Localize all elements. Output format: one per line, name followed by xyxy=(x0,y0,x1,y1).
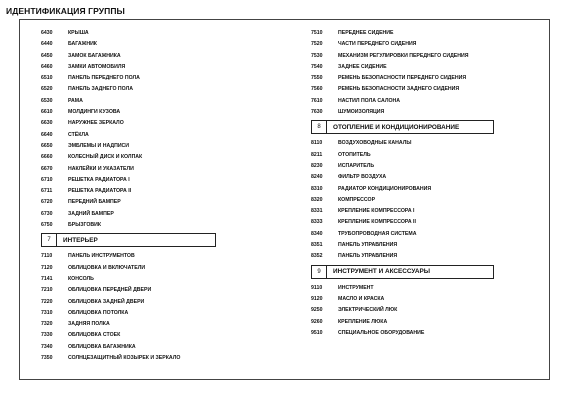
group-code: 7310 xyxy=(41,309,53,316)
group-label: ЗАДНИЙ БАМПЕР xyxy=(68,210,114,217)
group-code: 9510 xyxy=(311,329,323,336)
group-label: РЕШЕТКА РАДИАТОРА II xyxy=(68,188,132,195)
group-code: 9110 xyxy=(311,284,323,291)
group-row xyxy=(41,263,281,274)
group-label: ПЕРЕДНИЙ БАМПЕР xyxy=(68,199,121,206)
group-row xyxy=(41,118,281,129)
group-row xyxy=(41,84,281,95)
group-label: ПАНЕЛЬ УПРАВЛЕНИЯ xyxy=(338,253,398,260)
section-header-interior xyxy=(41,233,216,247)
group-row xyxy=(41,39,281,50)
group-row xyxy=(41,107,281,118)
group-label: ПАНЕЛЬ УПРАВЛЕНИЯ xyxy=(338,242,398,249)
group-code: 6510 xyxy=(41,75,53,82)
group-label: ВОЗДУХОВОДНЫЕ КАНАЛЫ xyxy=(338,140,412,147)
group-row xyxy=(41,285,281,296)
group-label: ШУМОИЗОЛЯЦИЯ xyxy=(338,109,385,116)
group-label: РЕМЕНЬ БЕЗОПАСНОСТИ ПЕРЕДНЕГО СИДЕНИЯ xyxy=(338,75,467,82)
group-code: 6630 xyxy=(41,120,53,127)
group-row xyxy=(41,319,281,330)
group-label: БАГАЖНИК xyxy=(68,41,97,48)
group-code: 7210 xyxy=(41,287,53,294)
group-code: 7120 xyxy=(41,264,53,271)
group-code: 6520 xyxy=(41,86,53,93)
group-code: 6430 xyxy=(41,30,53,36)
group-code: 7220 xyxy=(41,298,53,305)
group-label: ЗАДНЕЕ СИДЕНИЕ xyxy=(338,63,387,70)
group-label: ИНСТРУМЕНТ xyxy=(338,284,374,291)
group-code: 8310 xyxy=(311,185,323,192)
group-label: КРЫША xyxy=(68,30,89,36)
group-label: МОЛДИНГИ КУЗОВА xyxy=(68,109,121,116)
group-code: 6711 xyxy=(41,188,53,195)
group-code: 6670 xyxy=(41,165,53,172)
group-code: 8351 xyxy=(311,242,323,249)
group-label: ОБЛИЦОВКА СТОЕК xyxy=(68,332,121,339)
group-label: РАМА xyxy=(68,97,83,104)
group-label: ОТОПИТЕЛЬ xyxy=(338,151,371,158)
group-row xyxy=(41,141,281,152)
group-row xyxy=(311,184,556,195)
group-row xyxy=(311,294,556,305)
page-title: ИДЕНТИФИКАЦИЯ ГРУППЫ xyxy=(6,6,125,16)
group-label: КРЕПЛЕНИЕ КОМПРЕССОРА II xyxy=(338,219,416,226)
group-row xyxy=(311,217,556,228)
group-row xyxy=(311,305,556,316)
group-label: ТРУБОПРОВОДНАЯ СИСТЕМА xyxy=(338,230,417,237)
group-code: 6650 xyxy=(41,142,53,149)
group-label: ЗАМОК БАГАЖНИКА xyxy=(68,52,121,59)
group-code: 7610 xyxy=(311,97,323,104)
group-label: КОНСОЛЬ xyxy=(68,275,94,282)
group-label: НАКЛЕЙКИ И УКАЗАТЕЛИ xyxy=(68,165,134,172)
group-row xyxy=(311,107,556,118)
group-code: 7530 xyxy=(311,52,323,59)
group-code: 7340 xyxy=(41,343,53,350)
group-list xyxy=(41,28,281,231)
group-label: СПЕЦИАЛЬНОЕ ОБОРУДОВАНИЕ xyxy=(338,329,425,336)
group-code: 9120 xyxy=(311,295,323,302)
group-code: 6610 xyxy=(41,109,53,116)
group-code: 7510 xyxy=(311,30,323,36)
group-code: 6440 xyxy=(41,41,53,48)
group-code: 6450 xyxy=(41,52,53,59)
group-code: 7330 xyxy=(41,332,53,339)
group-list xyxy=(311,138,556,262)
group-row xyxy=(41,209,281,220)
group-row xyxy=(311,229,556,240)
group-code: 6640 xyxy=(41,131,53,138)
group-label: ОБЛИЦОВКА БАГАЖНИКА xyxy=(68,343,136,350)
group-code: 8230 xyxy=(311,162,323,169)
group-label: РЕШЕТКА РАДИАТОРА I xyxy=(68,176,130,183)
group-code: 8352 xyxy=(311,253,323,260)
group-code: 7520 xyxy=(311,41,323,48)
group-code: 7560 xyxy=(311,86,323,93)
group-row xyxy=(311,195,556,206)
group-label: ИСПАРИТЕЛЬ xyxy=(338,162,375,169)
group-label: КОЛЕСНЫЙ ДИСК И КОЛПАК xyxy=(68,154,143,161)
group-row xyxy=(311,39,556,50)
group-code: 8211 xyxy=(311,151,323,158)
group-row xyxy=(311,317,556,328)
group-code: 9260 xyxy=(311,318,323,325)
group-row xyxy=(311,51,556,62)
group-row xyxy=(41,186,281,197)
group-label: БРЫЗГОВИК xyxy=(68,222,102,229)
group-code: 6730 xyxy=(41,210,53,217)
group-row xyxy=(41,62,281,73)
group-row xyxy=(311,206,556,217)
group-label: МЕХАНИЗМ РЕГУЛИРОВКИ ПЕРЕДНЕГО СИДЕНИЯ xyxy=(338,52,469,59)
left-column xyxy=(41,28,281,364)
group-row xyxy=(41,297,281,308)
group-label: ЧАСТИ ПЕРЕДНЕГО СИДЕНИЯ xyxy=(338,41,417,48)
section-number: 9 xyxy=(312,266,327,278)
group-row xyxy=(311,84,556,95)
group-label: СОЛНЦЕЗАЩИТНЫЙ КОЗЫРЕК И ЗЕРКАЛО xyxy=(68,355,181,362)
group-row xyxy=(41,73,281,84)
group-row xyxy=(41,342,281,353)
group-label: НАРУЖНЕЕ ЗЕРКАЛО xyxy=(68,120,124,127)
group-code: 6460 xyxy=(41,63,53,70)
group-code: 8240 xyxy=(311,174,323,181)
section-title: ИНСТРУМЕНТ И АКСЕССУАРЫ xyxy=(333,268,431,276)
group-label: ОБЛИЦОВКА ПЕРЕДНЕЙ ДВЕРИ xyxy=(68,287,152,294)
group-label: РЕМЕНЬ БЕЗОПАСНОСТИ ЗАДНЕГО СИДЕНИЯ xyxy=(338,86,460,93)
group-label: ЗАДНЯЯ ПОЛКА xyxy=(68,321,110,328)
group-code: 6720 xyxy=(41,199,53,206)
group-code: 6750 xyxy=(41,222,53,229)
group-label: КРЕПЛЕНИЕ ЛЮКА xyxy=(338,318,388,325)
group-row xyxy=(311,172,556,183)
group-label: МАСЛО И КРАСКА xyxy=(338,295,385,302)
group-code: 6710 xyxy=(41,176,53,183)
group-label: ПАНЕЛЬ ПЕРЕДНЕГО ПОЛА xyxy=(68,75,140,82)
group-row xyxy=(41,197,281,208)
group-label: ПАНЕЛЬ ИНСТРУМЕНТОВ xyxy=(68,253,135,260)
section-header-heating xyxy=(311,120,494,134)
group-label: ПЕРЕДНЕЕ СИДЕНИЕ xyxy=(338,30,394,36)
right-column xyxy=(311,28,556,339)
group-code: 7141 xyxy=(41,275,53,282)
group-label: СТЁКЛА xyxy=(68,131,89,138)
group-row xyxy=(41,96,281,107)
group-row xyxy=(311,96,556,107)
group-code: 8333 xyxy=(311,219,323,226)
group-row xyxy=(41,130,281,141)
group-code: 7350 xyxy=(41,355,53,362)
group-row xyxy=(41,330,281,341)
group-row xyxy=(41,308,281,319)
group-row xyxy=(311,73,556,84)
group-row xyxy=(311,161,556,172)
group-row xyxy=(311,138,556,149)
group-row xyxy=(41,353,281,364)
group-row xyxy=(311,240,556,251)
group-code: 6530 xyxy=(41,97,53,104)
group-code: 6660 xyxy=(41,154,53,161)
group-row xyxy=(41,274,281,285)
group-label: ПАНЕЛЬ ЗАДНЕГО ПОЛА xyxy=(68,86,133,93)
group-code: 7540 xyxy=(311,63,323,70)
group-code: 8320 xyxy=(311,196,323,203)
group-code: 7550 xyxy=(311,75,323,82)
group-code: 7110 xyxy=(41,253,53,260)
group-code: 7320 xyxy=(41,321,53,328)
group-code: 8331 xyxy=(311,208,323,215)
group-row xyxy=(41,164,281,175)
group-label: ОБЛИЦОВКА И ВКЛЮЧАТЕЛИ xyxy=(68,264,146,271)
group-row xyxy=(311,283,556,294)
group-label: КОМПРЕССОР xyxy=(338,196,376,203)
group-row xyxy=(41,175,281,186)
group-code: 7630 xyxy=(311,109,323,116)
group-row xyxy=(41,251,281,262)
group-code: 8110 xyxy=(311,140,323,147)
group-code: 8340 xyxy=(311,230,323,237)
group-label: ОБЛИЦОВКА ЗАДНЕЙ ДВЕРИ xyxy=(68,298,145,305)
group-row xyxy=(41,152,281,163)
group-label: ФИЛЬТР ВОЗДУХА xyxy=(338,174,387,181)
group-row xyxy=(311,28,556,39)
section-number: 7 xyxy=(42,234,57,246)
group-label: ОБЛИЦОВКА ПОТОЛКА xyxy=(68,309,129,316)
group-row xyxy=(41,220,281,231)
group-row xyxy=(41,28,281,39)
group-label: КРЕПЛЕНИЕ КОМПРЕССОРА I xyxy=(338,208,415,215)
group-row xyxy=(311,62,556,73)
group-row xyxy=(311,328,556,339)
section-header-tools xyxy=(311,265,494,279)
section-title: ОТОПЛЕНИЕ И КОНДИЦИОНИРОВАНИЕ xyxy=(333,123,460,131)
group-list xyxy=(311,283,556,339)
group-code: 9250 xyxy=(311,307,323,314)
group-label: ЗАМКИ АВТОМОБИЛЯ xyxy=(68,63,126,70)
group-list xyxy=(311,28,556,118)
section-number: 8 xyxy=(312,121,327,133)
group-row xyxy=(311,251,556,262)
group-label: НАСТИЛ ПОЛА САЛОНА xyxy=(338,97,401,104)
group-label: ЭЛЕКТРИЧЕСКИЙ ЛЮК xyxy=(338,307,398,314)
group-label: РАДИАТОР КОНДИЦИОНИРОВАНИЯ xyxy=(338,185,432,192)
section-title: ИНТЕРЬЕР xyxy=(63,236,98,244)
group-row xyxy=(41,51,281,62)
group-label: ЭМБЛЕМЫ И НАДПИСИ xyxy=(68,142,130,149)
group-row xyxy=(311,150,556,161)
group-list xyxy=(41,251,281,364)
